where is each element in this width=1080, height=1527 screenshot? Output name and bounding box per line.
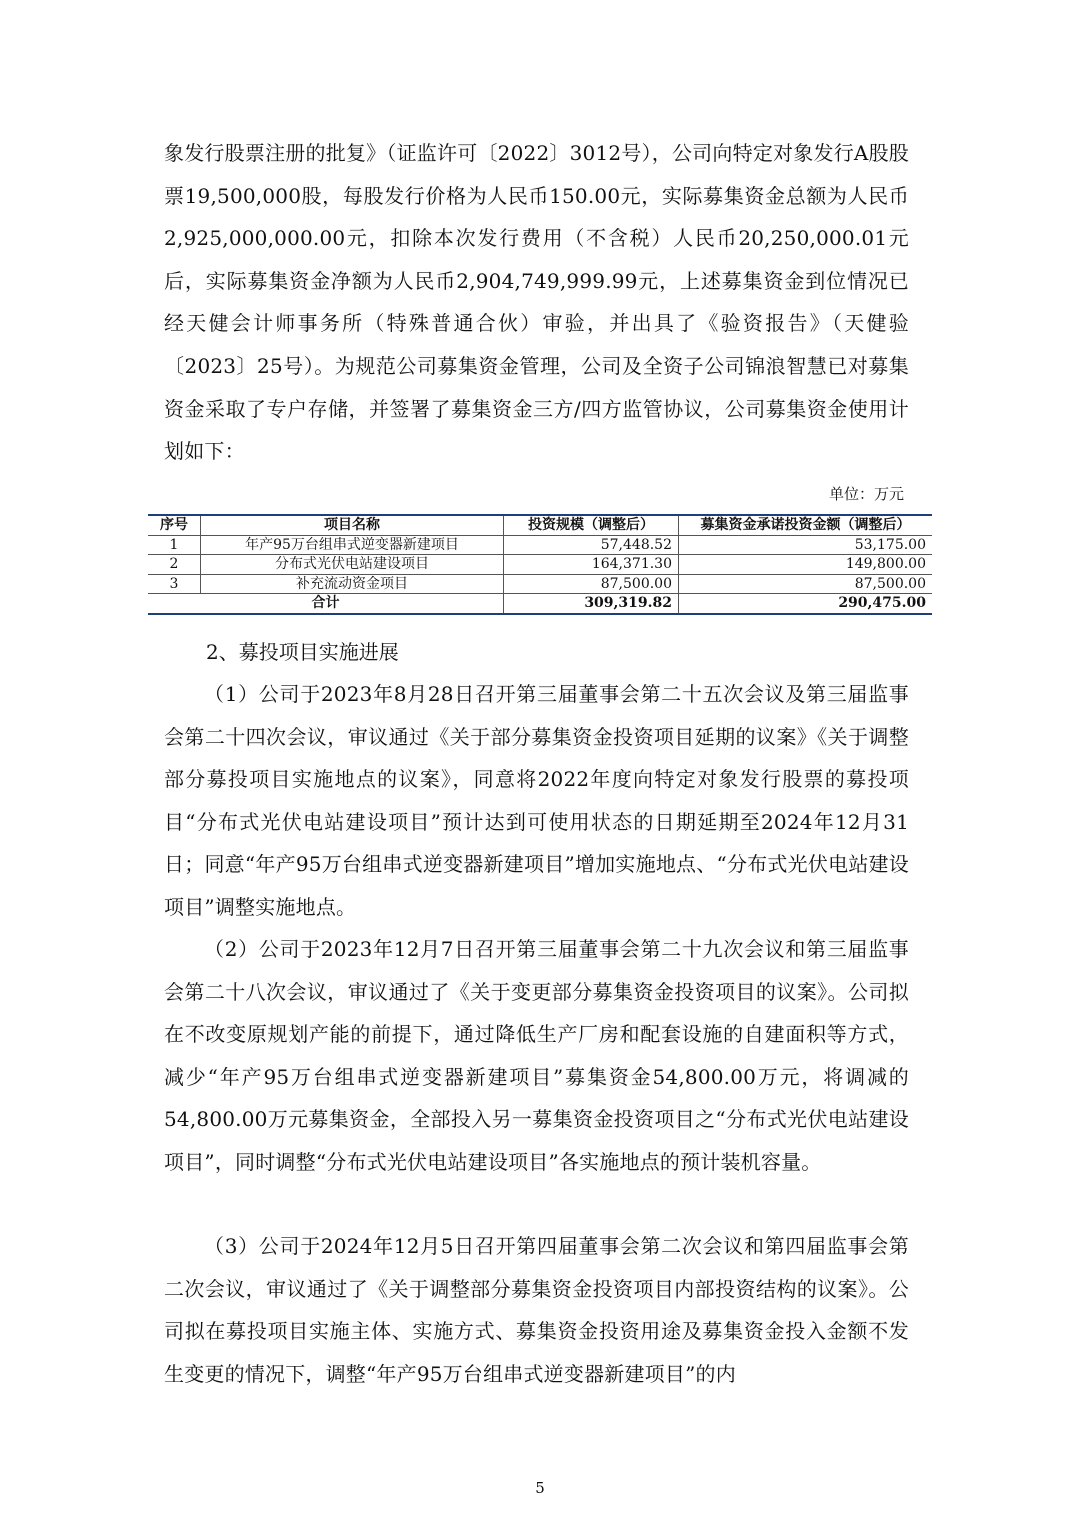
table-total-row bbox=[148, 594, 932, 614]
table-header-row bbox=[148, 515, 932, 535]
row-no: 2 bbox=[148, 555, 201, 575]
row-project-name: 补充流动资金项目 bbox=[201, 574, 504, 594]
row-no: 1 bbox=[148, 535, 201, 555]
page-number: 5 bbox=[535, 1479, 545, 1497]
table-row bbox=[148, 535, 932, 555]
paragraph-progress-3: （3）公司于2024年12月5日召开第四届董事会第二次会议和第四届监事会第二次会议，审议通过了《关于调整部分募集资金投资项目内部投资结构的议案》。公司拟在募投项目实施主体、实施方式、募集资金投资用途及募集资金投入金额不发生变更的情况下，调整“年产95万台组串式逆变器新建项目”的内 bbox=[164, 1234, 909, 1386]
row-investment-scale: 57,448.52 bbox=[504, 535, 679, 555]
total-label: 合计 bbox=[148, 594, 504, 614]
paragraph-progress-1: （1）公司于2023年8月28日召开第三届董事会第二十五次会议及第三届监事会第二十四次会议，审议通过《关于部分募集资金投资项目延期的议案》《关于调整部分募投项目实施地点的议案》，同意将2022年度向特定对象发行股票的募投项目“分布式光伏电站建设项目”预计达到可使用状态的日期延期至2024年12月31日；同意“年产95万台组串式逆变器新建项目”增加实施地点、“分布式光伏电站建设项目”调整实施地点。 bbox=[164, 682, 909, 919]
row-investment-scale: 87,500.00 bbox=[504, 574, 679, 594]
section-heading-progress: 2、募投项目实施进展 bbox=[206, 640, 399, 664]
row-no: 3 bbox=[148, 574, 201, 594]
paragraph-progress-2: （2）公司于2023年12月7日召开第三届董事会第二十九次会议和第三届监事会第二十八次会议，审议通过了《关于变更部分募集资金投资项目的议案》。公司拟在不改变原规划产能的前提下，通过降低生产厂房和配套设施的自建面积等方式，减少“年产95万台组串式逆变器新建项目”募集资金54,800.00万元，将调减的54,800.00万元募集资金，全部投入另一募集资金投资项目之“分布式光伏电站建设项目”，同时调整“分布式光伏电站建设项目”各实施地点的预计装机容量。 bbox=[164, 937, 909, 1174]
unit-label: 单位：万元 bbox=[828, 485, 904, 503]
header-committed-amount: 募集资金承诺投资金额（调整后） bbox=[679, 515, 933, 535]
row-committed-amount: 149,800.00 bbox=[679, 555, 933, 575]
total-investment-scale: 309,319.82 bbox=[504, 594, 679, 614]
table-row bbox=[148, 555, 932, 575]
fund-usage-table bbox=[148, 514, 932, 615]
row-investment-scale: 164,371.30 bbox=[504, 555, 679, 575]
total-committed-amount: 290,475.00 bbox=[679, 594, 933, 614]
row-project-name: 分布式光伏电站建设项目 bbox=[201, 555, 504, 575]
paragraph-fundraising-overview: 象发行股票注册的批复》（证监许可〔2022〕3012号），公司向特定对象发行A股股票19,500,000股，每股发行价格为人民币150.00元，实际募集资金总额为人民币2,925,000,000.00元，扣除本次发行费用（不含税）人民币20,250,000.01元后，实际募集资金净额为人民币2,904,749,999.99元，上述募集资金到位情况已经天健会计师事务所（特殊普通合伙）审验，并出具了《验资报告》（天健验〔2023〕25号）。为规范公司募集资金管理，公司及全资子公司锦浪智慧已对募集资金采取了专户存储，并签署了募集资金三方/四方监管协议，公司募集资金使用计划如下： bbox=[164, 141, 909, 464]
row-project-name: 年产95万台组串式逆变器新建项目 bbox=[201, 535, 504, 555]
row-committed-amount: 53,175.00 bbox=[679, 535, 933, 555]
row-committed-amount: 87,500.00 bbox=[679, 574, 933, 594]
header-project-name: 项目名称 bbox=[201, 515, 504, 535]
header-no: 序号 bbox=[148, 515, 201, 535]
table-row bbox=[148, 574, 932, 594]
header-investment-scale: 投资规模（调整后） bbox=[504, 515, 679, 535]
